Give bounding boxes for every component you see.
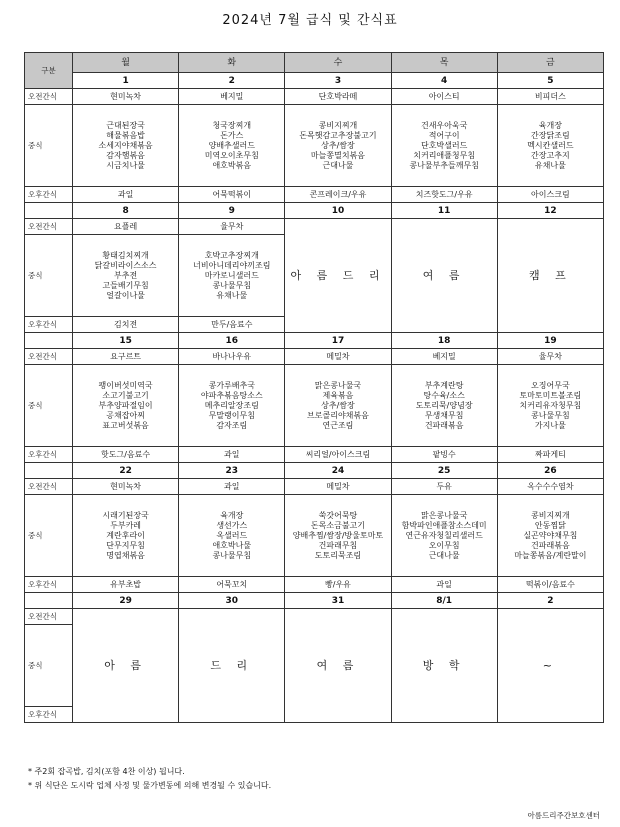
pm-snack-cell: 떡볶이/음료수 (497, 577, 603, 593)
pm-snack-cell: 어묵꼬치 (179, 577, 285, 593)
lunch-item: 두부카레 (110, 520, 142, 530)
date-cell: 12 (497, 203, 603, 219)
meal-table (24, 52, 604, 723)
lunch-item: 생선가스 (216, 520, 248, 530)
date-cell: 4 (391, 73, 497, 89)
pm-snack-cell: 만두/음료수 (179, 317, 285, 333)
lunch-cell-w3-d1 (73, 365, 179, 447)
lunch-item: 마늘쫑멸치볶음 (310, 150, 366, 160)
notes (24, 765, 604, 793)
lunch-item: 콩나물부추들깨무침 (409, 160, 479, 170)
lunch-item: 애호박나물 (212, 540, 252, 550)
lunch-item: 콩나물무침 (212, 550, 252, 560)
lunch-item: 돈목소금불고기 (310, 520, 366, 530)
lunch-item: 야파추볶음탕소스 (200, 390, 263, 400)
lunch-item: 도토리묵조림 (314, 550, 362, 560)
lunch-item: 유채나물 (216, 290, 248, 300)
lunch-item: 콩나물무침 (212, 280, 252, 290)
lunch-item: 무생채무침 (424, 410, 464, 420)
lunch-item: 마늘쫑볶음/계란말이 (514, 550, 587, 560)
closed-cell: ~ (497, 609, 603, 723)
am-snack-cell: 옥수수수염차 (497, 479, 603, 495)
date-cell: 2 (497, 593, 603, 609)
am-snack-cell: 베지밀 (179, 89, 285, 105)
date-cell: 31 (285, 593, 391, 609)
lunch-item: 브로콜리야채볶음 (307, 410, 369, 420)
lunch-item: 토마토미트볼조림 (519, 390, 582, 400)
lunch-item: 건파래볶음 (531, 540, 570, 550)
header-gubun: 구분 (25, 53, 73, 89)
date-cell: 8 (73, 203, 179, 219)
lunch-item: 탕수육/소스 (423, 390, 465, 400)
lunch-item: 콩비지찌개 (318, 120, 358, 130)
closed-cell: 여 름 (391, 219, 497, 333)
pm-snack-cell: 빵/우유 (285, 577, 391, 593)
lunch-cell-w1-d5 (497, 105, 603, 187)
pm-snack-cell: 김치전 (73, 317, 179, 333)
pm-snack-cell: 아이스크림 (497, 187, 603, 203)
date-cell: 26 (497, 463, 603, 479)
am-snack-cell: 현미녹차 (73, 89, 179, 105)
lunch-item: 쑥갓어묵탕 (318, 510, 358, 520)
lunch-item: 육개장 (538, 120, 562, 130)
lunch-item: 콩나물무침 (531, 410, 570, 420)
lunch-item: 치커리유자청무침 (519, 400, 582, 410)
lunch-item: 무말랭이무침 (208, 410, 255, 420)
header-day-1: 월 (73, 53, 179, 73)
lunch-item: 건새우아욱국 (420, 120, 468, 130)
lunch-item: 치커리애플청무침 (413, 150, 476, 160)
lunch-item: 돈가스 (220, 130, 244, 140)
lunch-item: 상추/쌈장 (321, 400, 355, 410)
lunch-item: 애호박볶음 (212, 160, 252, 170)
closed-cell: 아 름 드 리 (285, 219, 391, 333)
lunch-item: 소고기불고기 (102, 390, 149, 400)
lunch-item: 부추계란탕 (424, 380, 464, 390)
am-snack-cell: 요구르트 (73, 349, 179, 365)
am-snack-cell: 율무차 (179, 219, 285, 235)
label-am: 오전간식 (25, 609, 73, 625)
lunch-item: 근대나물 (322, 160, 354, 170)
label-lunch: 중식 (25, 105, 73, 187)
am-snack-cell: 두유 (391, 479, 497, 495)
lunch-item: 오이무침 (428, 540, 460, 550)
label-pm: 오후간식 (25, 577, 73, 593)
lunch-item: 닭갈비라이스소스 (94, 260, 157, 270)
lunch-item: 팽이버섯미역국 (98, 380, 153, 390)
lunch-item: 소세지야채볶음 (98, 140, 153, 150)
lunch-cell-w2-d2 (179, 235, 285, 317)
label-lunch: 중식 (25, 365, 73, 447)
lunch-item: 감자햄볶음 (106, 150, 145, 160)
lunch-item: 시래기된장국 (102, 510, 149, 520)
pm-snack-cell: 씨리얼/아이스크림 (285, 447, 391, 463)
am-snack-cell: 아이스티 (391, 89, 497, 105)
pm-snack-cell: 치즈핫도그/우유 (391, 187, 497, 203)
lunch-item: 감자조림 (216, 420, 248, 430)
lunch-cell-w3-d5 (497, 365, 603, 447)
am-snack-cell: 단호박라떼 (285, 89, 391, 105)
pm-snack-cell: 유부초밥 (73, 577, 179, 593)
label-pm: 오후간식 (25, 447, 73, 463)
date-cell: 16 (179, 333, 285, 349)
am-snack-cell: 바나나우유 (179, 349, 285, 365)
label-lunch: 중식 (25, 235, 73, 317)
lunch-item: 간장고추지 (531, 150, 570, 160)
lunch-item: 너비아니데리야끼조림 (193, 260, 271, 270)
lunch-cell-w1-d2 (179, 105, 285, 187)
pm-snack-cell: 어묵떡볶이 (179, 187, 285, 203)
date-cell: 11 (391, 203, 497, 219)
label-am: 오전간식 (25, 479, 73, 495)
lunch-cell-w1-d1 (73, 105, 179, 187)
pm-snack-cell: 핫도그/음료수 (73, 447, 179, 463)
label-pm: 오후간식 (25, 187, 73, 203)
label-am: 오전간식 (25, 89, 73, 105)
date-cell: 24 (285, 463, 391, 479)
lunch-item: 호박고추장찌개 (204, 250, 259, 260)
header-day-3: 수 (285, 53, 391, 73)
lunch-item: 연근유자청칠리샐러드 (405, 530, 483, 540)
closed-cell: 방 학 (391, 609, 497, 723)
lunch-item: 마카로니샐러드 (204, 270, 259, 280)
lunch-item: 근대된장국 (106, 120, 145, 130)
date-cell: 23 (179, 463, 285, 479)
lunch-item: 제육볶음 (322, 390, 354, 400)
lunch-item: 단호박샐러드 (420, 140, 468, 150)
lunch-item: 공채잡아찌 (106, 410, 145, 420)
am-snack-cell: 베지밀 (391, 349, 497, 365)
lunch-item: 도토리묵/양념장 (415, 400, 473, 410)
am-snack-cell: 요플레 (73, 219, 179, 235)
date-row-spacer (25, 203, 73, 219)
lunch-item: 메추리알장조림 (204, 400, 259, 410)
date-cell: 2 (179, 73, 285, 89)
lunch-item: 적어구이 (428, 130, 460, 140)
date-cell: 30 (179, 593, 285, 609)
lunch-item: 부추양파절임이 (98, 400, 153, 410)
label-lunch: 중식 (25, 495, 73, 577)
lunch-item: 옥샐러드 (216, 530, 248, 540)
date-cell: 1 (73, 73, 179, 89)
date-cell: 3 (285, 73, 391, 89)
lunch-item: 오징어무국 (531, 380, 570, 390)
closed-cell: 드 리 (179, 609, 285, 723)
date-cell: 18 (391, 333, 497, 349)
label-lunch: 중식 (25, 625, 73, 707)
am-snack-cell: 메밀차 (285, 479, 391, 495)
lunch-cell-w3-d2 (179, 365, 285, 447)
closed-cell: 캠 프 (497, 219, 603, 333)
am-snack-cell: 현미녹차 (73, 479, 179, 495)
pm-snack-cell: 팥빙수 (391, 447, 497, 463)
lunch-cell-w4-d4 (391, 495, 497, 577)
lunch-item: 건파래볶음 (424, 420, 464, 430)
pm-snack-cell: 과일 (179, 447, 285, 463)
date-cell: 19 (497, 333, 603, 349)
closed-cell: 아 름 (73, 609, 179, 723)
pm-snack-cell: 과일 (73, 187, 179, 203)
lunch-item: 얼갈이나물 (106, 290, 145, 300)
lunch-cell-w3-d3 (285, 365, 391, 447)
am-snack-cell: 비피더스 (497, 89, 603, 105)
pm-snack-cell: 콘프레이크/우유 (285, 187, 391, 203)
am-snack-cell: 메밀차 (285, 349, 391, 365)
lunch-cell-w2-d1 (73, 235, 179, 317)
date-row-spacer (25, 593, 73, 609)
lunch-item: 해물볶음밥 (106, 130, 145, 140)
lunch-item: 건파래무침 (318, 540, 358, 550)
lunch-cell-w4-d1 (73, 495, 179, 577)
date-cell: 5 (497, 73, 603, 89)
label-pm: 오후간식 (25, 707, 73, 723)
lunch-item: 단무지무침 (106, 540, 145, 550)
lunch-item: 시금치나물 (106, 160, 145, 170)
lunch-item: 안동찜닭 (534, 520, 566, 530)
pm-snack-cell: 짜파게티 (497, 447, 603, 463)
am-snack-cell: 율무차 (497, 349, 603, 365)
date-row-spacer (25, 333, 73, 349)
date-cell: 8/1 (391, 593, 497, 609)
label-pm: 오후간식 (25, 317, 73, 333)
date-cell: 10 (285, 203, 391, 219)
lunch-item: 상추/쌈장 (321, 140, 355, 150)
lunch-cell-w4-d2 (179, 495, 285, 577)
lunch-item: 맑은콩나물국 (420, 510, 468, 520)
lunch-item: 돈목햇감고추장불고기 (299, 130, 377, 140)
lunch-item: 명엽채볶음 (106, 550, 145, 560)
note-1: * 주2회 잡곡밥, 김치(포함 4찬 이상) 됩니다. (28, 767, 185, 776)
lunch-item: 부추전 (114, 270, 138, 280)
lunch-item: 콩비지찌개 (531, 510, 570, 520)
date-cell: 17 (285, 333, 391, 349)
note-2: * 위 식단은 도시락 업체 사정 및 물가변동에 의해 변경될 수 있습니다. (28, 781, 272, 790)
closed-cell: 여 름 (285, 609, 391, 723)
lunch-cell-w1-d4 (391, 105, 497, 187)
date-row-spacer (25, 463, 73, 479)
lunch-item: 멕시칸샐러드 (527, 140, 574, 150)
lunch-item: 유채나물 (534, 160, 566, 170)
lunch-item: 고들배기무침 (102, 280, 149, 290)
lunch-item: 실곤약야채무침 (523, 530, 578, 540)
label-am: 오전간식 (25, 219, 73, 235)
lunch-item: 연근조림 (322, 420, 354, 430)
footer-center-name: 아름드리주간보호센터 (527, 811, 600, 820)
lunch-item: 육개장 (220, 510, 244, 520)
lunch-item: 청국장찌개 (212, 120, 252, 130)
date-cell: 15 (73, 333, 179, 349)
lunch-cell-w4-d5 (497, 495, 603, 577)
header-day-5: 금 (497, 53, 603, 73)
date-cell: 9 (179, 203, 285, 219)
lunch-item: 계란후라이 (106, 530, 145, 540)
lunch-item: 양배추샐러드 (208, 140, 255, 150)
lunch-item: 콩가루배추국 (208, 380, 255, 390)
lunch-cell-w1-d3 (285, 105, 391, 187)
label-am: 오전간식 (25, 349, 73, 365)
lunch-item: 황태김치찌개 (102, 250, 149, 260)
header-day-2: 화 (179, 53, 285, 73)
date-cell: 22 (73, 463, 179, 479)
am-snack-cell: 과일 (179, 479, 285, 495)
page-title: 2024년 7월 급식 및 간식표 (222, 13, 398, 28)
pm-snack-cell: 과일 (391, 577, 497, 593)
lunch-item: 맑은콩나물국 (314, 380, 362, 390)
lunch-item: 간장닭조림 (531, 130, 570, 140)
lunch-item: 미역오이초무침 (204, 150, 259, 160)
lunch-item: 표고버섯볶음 (102, 420, 149, 430)
date-cell: 25 (391, 463, 497, 479)
lunch-item: 양배추찜/쌈장/방울토마토 (292, 530, 384, 540)
lunch-cell-w3-d4 (391, 365, 497, 447)
date-cell: 29 (73, 593, 179, 609)
lunch-item: 가지나물 (534, 420, 566, 430)
header-day-4: 목 (391, 53, 497, 73)
lunch-item: 근대나물 (428, 550, 460, 560)
lunch-item: 함박파인애플참소스데미 (401, 520, 487, 530)
lunch-cell-w4-d3 (285, 495, 391, 577)
